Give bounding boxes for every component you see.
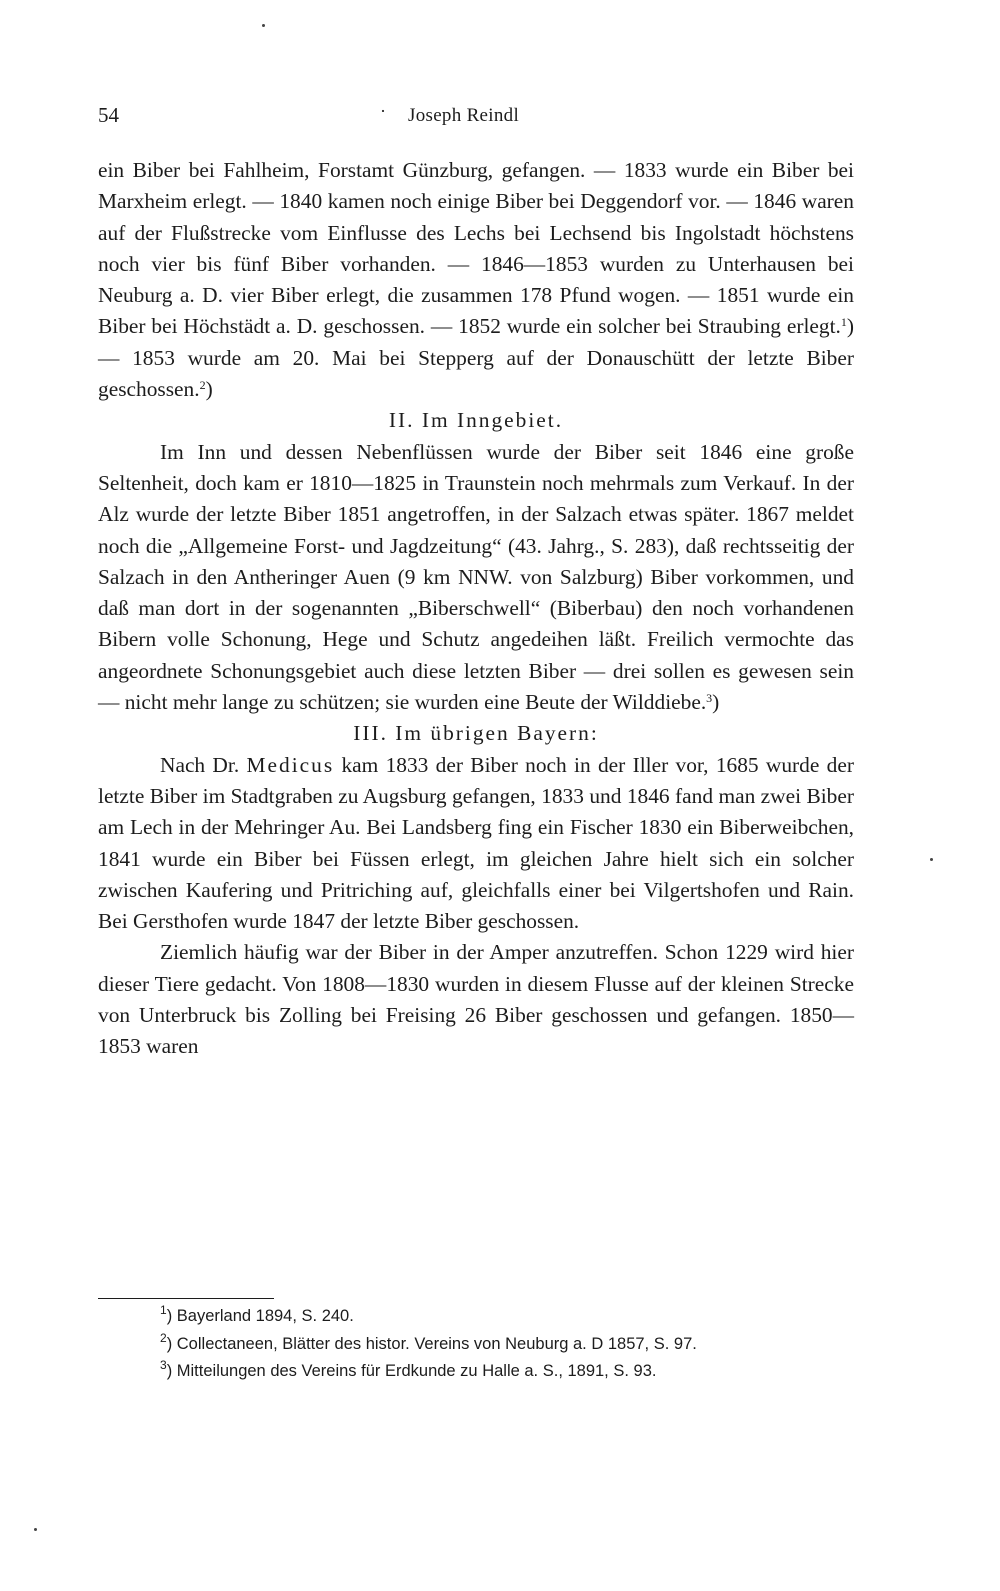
author-name: Medicus	[246, 752, 335, 777]
paragraph	[98, 937, 854, 1062]
footnote-ref: 3	[706, 691, 713, 706]
paragraph-continued	[98, 155, 854, 405]
footnote-text: ) Collectaneen, Blätter des histor. Vereins von Neuburg a. D 1857, S. 97.	[166, 1334, 697, 1353]
header-dot: ·	[380, 101, 386, 121]
footnote-3	[160, 1358, 860, 1386]
scan-speck	[34, 1528, 37, 1531]
footnote-mark: 2	[160, 1330, 167, 1345]
page-number: 54	[98, 103, 119, 127]
page-header	[98, 103, 854, 133]
section-heading-uebriges-bayern: III. Im übrigen Bayern:	[353, 721, 599, 746]
paragraph-text: Ziemlich häufig war der Biber in der Amper anzutreffen. Schon 1229 wird hier dieser Tiere gedacht. Von 1808—1830 wurden in diesem Flusse auf der kleinen Strecke von Unterbruck bis Zolling bei Freising 26 Biber geschossen und gefangen. 1850—1853 waren	[98, 940, 854, 1059]
paragraph-text: Nach Dr.	[160, 752, 247, 777]
scan-speck	[930, 858, 933, 861]
paragraph-text: )	[712, 690, 720, 715]
footnote-2	[160, 1331, 860, 1359]
paragraph	[98, 437, 854, 719]
footnote-mark: 1	[160, 1303, 167, 1317]
scan-speck	[262, 24, 265, 27]
paragraph-text: ) — 1853 wurde am 20. Mai bei Stepperg auf der Donauschütt der letzte Biber geschossen.	[98, 314, 854, 402]
footnote-text: ) Bayerland 1894, S. 240.	[166, 1307, 354, 1325]
paragraph-text: kam 1833 der Biber noch in der Iller vor, 1685 wurde der letzte Biber im Stadtgraben zu Augsburg gefangen, 1833 und 1846 fand man zwei Biber am Lech in der Mehringer Au. Bei Landsberg fing ein Fischer 1830 ein Biberweibchen, 1841 wurde ein Biber bei Füssen erlegt, im gleichen Jahre hielt sich ein solcher zwischen Kaufering und Pritriching auf, gleichfalls einer bei Vilgertshofen und Rain. Bei Gersthofen wurde 1847 der letzte Biber geschossen.	[98, 752, 854, 934]
paragraph-text: )	[205, 377, 213, 402]
footnote-text: ) Mitteilungen des Vereins für Erdkunde zu Halle a. S., 1891, S. 93.	[166, 1362, 657, 1380]
paragraph	[98, 750, 854, 938]
footnote-ref: 1	[840, 315, 847, 330]
footnote-1	[160, 1303, 860, 1331]
body-text	[98, 155, 854, 1063]
footnote-rule	[98, 1298, 274, 1299]
section-heading-inngebiet: II. Im Inngebiet.	[388, 408, 564, 433]
footnote-mark: 3	[160, 1358, 167, 1372]
paragraph-text: Im Inn und dessen Nebenflüssen wurde der Biber seit 1846 eine große Seltenheit, doch kam er 1810—1825 in Traunstein noch mehrmals zum Verkauf. In der Alz wurde der letzte Biber 1851 angetroffen, in der Salzach etwas später. 1867 meldet noch die „Allgemeine Forst- und Jagdzeitung“ (43. Jahrg., S. 283), daß rechtsseitig der Salzach in den Antheringer Auen (9 km NNW. von Salzburg) Biber vorkommen, und daß man dort in der sogenannten „Biberschwell“ (Biberbau) den noch vorhandenen Bibern volle Schonung, Hege und Schutz angedeihen läßt. Freilich vermochte das angeordnete Schonungsgebiet auch diese letzten Biber — drei sollen es gewesen sein — nicht mehr lange zu schützen; sie wurden eine Beute der Wilddiebe.	[98, 439, 854, 715]
paragraph-text: ein Biber bei Fahlheim, Forstamt Günzburg, gefangen. — 1833 wurde ein Biber bei Marxheim erlegt. — 1840 kamen noch einige Biber bei Deggendorf vor. — 1846 waren auf der Flußstrecke vom Einflusse des Lechs bei Lechsend bis Ingolstadt höchstens noch vier bis fünf Biber vorhanden. — 1846—1853 wurden zu Unterhausen bei Neuburg a. D. vier Biber erlegt, die zusammen 178 Pfund wogen. — 1851 wurde ein Biber bei Höchstädt a. D. geschossen. — 1852 wurde ein solcher bei Straubing erlegt.	[98, 158, 854, 339]
running-head: Joseph Reindl	[408, 105, 520, 126]
footnote-ref: 2	[199, 378, 206, 393]
footnotes	[160, 1303, 860, 1386]
